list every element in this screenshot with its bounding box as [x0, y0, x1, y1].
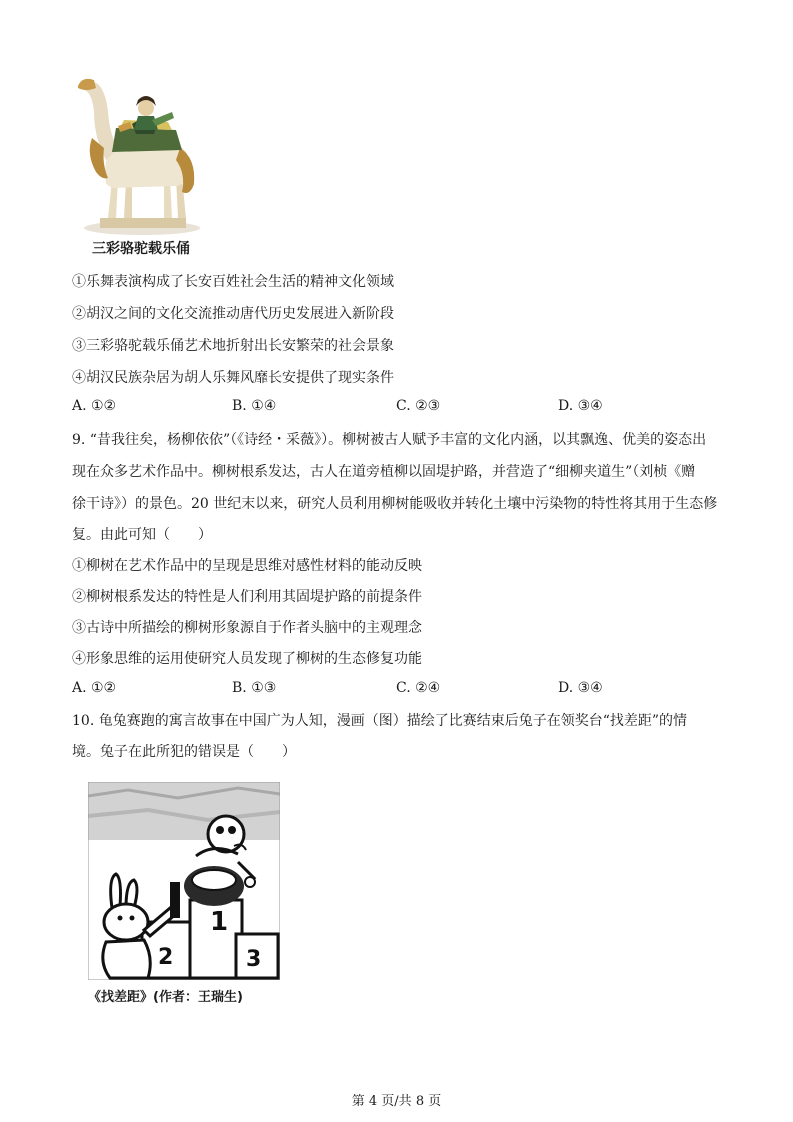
q9-option-d[interactable]: D. ③④	[558, 680, 603, 696]
q9-stem-line-4: 复。由此可知（ ）	[72, 527, 212, 543]
q10-stem-line-2: 境。兔子在此所犯的错误是（ ）	[72, 744, 296, 760]
q8-option-b[interactable]: B. ①④	[232, 398, 277, 414]
q9-stem-line-1: 9. “昔我往矣，杨柳依依”（《诗经・采薇》）。柳树被古人赋予丰富的文化内涵，以其飘逸、优美的姿态出	[72, 432, 707, 448]
camel-figure-caption: 三彩骆驼载乐俑	[92, 241, 190, 257]
q8-statement-3: ③三彩骆驼载乐俑艺术地折射出长安繁荣的社会景象	[72, 338, 394, 354]
q9-stem-line-3: 徐干诗》）的景色。20 世纪末以来，研究人员利用柳树能吸收并转化土壤中污染物的特性将其用于生态修	[72, 496, 718, 512]
q9-statement-2: ②柳树根系发达的特性是人们利用其固堤护路的前提条件	[72, 589, 422, 605]
podium-number-2: 2	[158, 945, 174, 970]
q8-statement-2: ②胡汉之间的文化交流推动唐代历史发展进入新阶段	[72, 306, 394, 322]
q8-option-a[interactable]: A. ①②	[72, 398, 117, 414]
q9-statement-4: ④形象思维的运用使研究人员发现了柳树的生态修复功能	[72, 651, 422, 667]
q9-option-c[interactable]: C. ②④	[396, 680, 441, 696]
q9-statement-1: ①柳树在艺术作品中的呈现是思维对感性材料的能动反映	[72, 558, 422, 574]
podium-number-1: 1	[210, 907, 229, 937]
q8-statement-1: ①乐舞表演构成了长安百姓社会生活的精神文化领域	[72, 274, 394, 290]
rabbit-tortoise-cartoon-image	[88, 782, 280, 980]
q8-option-d[interactable]: D. ③④	[558, 398, 603, 414]
cartoon-figure-caption: 《找差距》(作者：王瑞生)	[88, 990, 243, 1005]
q8-options	[72, 398, 732, 418]
q9-statement-3: ③古诗中所描绘的柳树形象源自于作者头脑中的主观理念	[72, 620, 422, 636]
q9-stem-line-2: 现在众多艺术作品中。柳树根系发达，古人在道旁植柳以固堤护路，并营造了“细柳夹道生”（刘桢《赠	[72, 464, 696, 480]
q10-stem-line-1: 10. 龟兔赛跑的寓言故事在中国广为人知，漫画（图）描绘了比赛结束后兔子在领奖台“找差距”的情	[72, 713, 688, 729]
q8-option-c[interactable]: C. ②③	[396, 398, 441, 414]
camel-figurine-image	[72, 68, 212, 236]
q8-statement-4: ④胡汉民族杂居为胡人乐舞风靡长安提供了现实条件	[72, 370, 394, 386]
q9-option-a[interactable]: A. ①②	[72, 680, 117, 696]
q9-option-b[interactable]: B. ①③	[232, 680, 277, 696]
q9-options	[72, 680, 732, 700]
podium-number-3: 3	[246, 947, 262, 972]
page-footer: 第 4 页/共 8 页	[351, 1094, 442, 1109]
